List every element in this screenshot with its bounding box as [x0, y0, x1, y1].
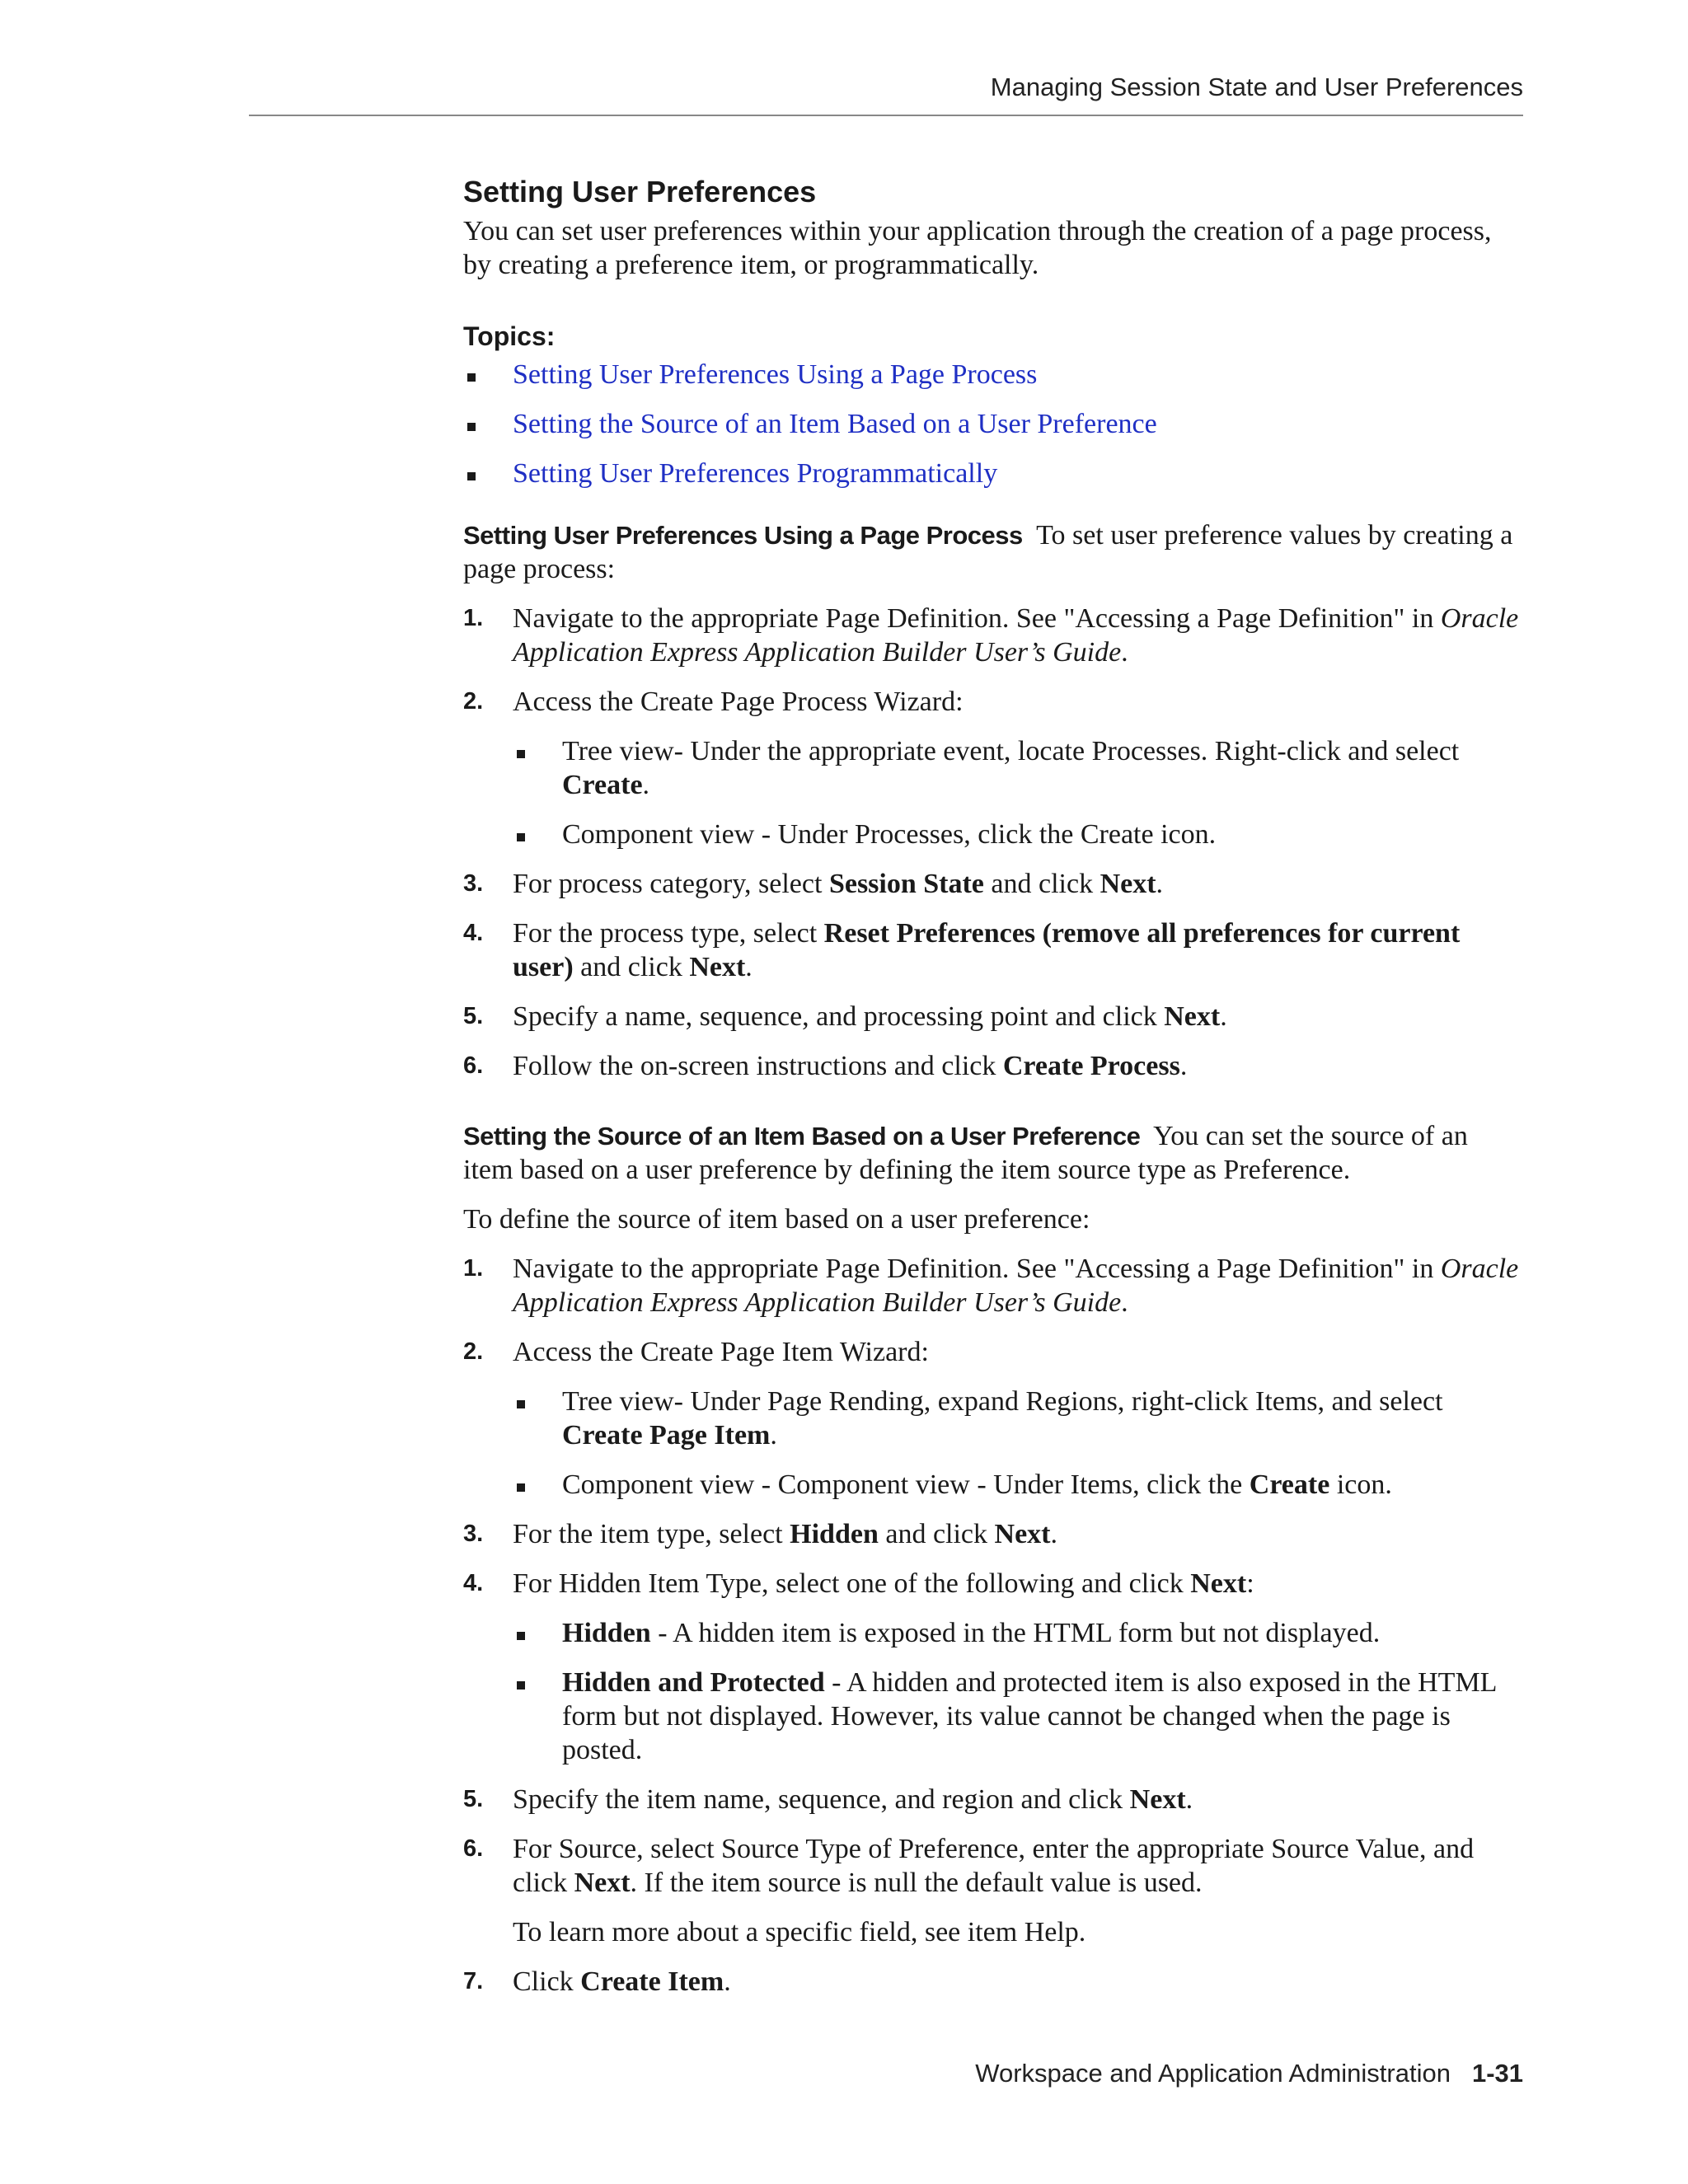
step — [463, 1000, 1523, 1033]
step-number: 5. — [463, 1786, 484, 1812]
step-number: 7. — [463, 1968, 484, 1994]
sub-item — [513, 1468, 1523, 1502]
step-text: For process category, select — [513, 869, 829, 899]
step-text: Access the Create Page Item Wizard: — [513, 1337, 929, 1367]
ui-term: Next — [1129, 1784, 1186, 1815]
ui-term: Create Item — [580, 1966, 724, 1997]
step-text: Specify a name, sequence, and processing point and click — [513, 1001, 1165, 1032]
step-text: Navigate to the appropriate Page Definition. See "Accessing a Page Definition" in — [513, 1254, 1441, 1284]
step — [463, 1517, 1523, 1551]
item-source-intro-text: You can set the source of an item based on a user preference by defining the item source type as Preference. — [463, 1121, 1468, 1185]
step — [463, 1965, 1523, 1999]
sub-list — [513, 1616, 1523, 1767]
page-content — [463, 171, 1523, 1999]
ui-term: Reset Preferences (remove all preferences for current user) — [513, 918, 1461, 982]
topic-item — [463, 358, 1523, 391]
running-header: Managing Session State and User Preferences — [990, 73, 1523, 101]
sub-item — [513, 734, 1523, 802]
step-number: 2. — [463, 688, 484, 715]
step-text: For Hidden Item Type, select one of the following and click — [513, 1568, 1191, 1599]
step — [463, 1335, 1523, 1502]
ui-term: Next — [1100, 869, 1156, 899]
step-text: Click — [513, 1966, 581, 1997]
sub-item — [513, 1385, 1523, 1452]
sub-list — [513, 734, 1523, 851]
step-number: 1. — [463, 605, 484, 631]
item-source-heading: Setting the Source of an Item Based on a User Preference — [463, 1122, 1141, 1151]
step-text: and click — [878, 1519, 995, 1549]
step-number: 4. — [463, 1570, 484, 1596]
sub-item-text: Tree view- Under Page Rending, expand Regions, right-click Items, and select — [562, 1386, 1443, 1417]
step-number: 3. — [463, 1521, 484, 1547]
step — [463, 1049, 1523, 1083]
step-text: and click — [573, 952, 690, 982]
ui-term: Create — [562, 770, 643, 800]
topic-link-item-source[interactable]: Setting the Source of an Item Based on a User Preference — [513, 409, 1157, 439]
step-text: and click — [983, 869, 1100, 899]
step — [463, 867, 1523, 901]
page-process-intro-text: To set user preference values by creating a page process: — [463, 520, 1513, 584]
topic-link-programmatically[interactable]: Setting User Preferences Programmatically — [513, 458, 998, 489]
section-title: Setting User Preferences — [463, 175, 817, 209]
ui-term: Next — [574, 1868, 631, 1898]
ui-term: Next — [1190, 1568, 1247, 1599]
step-text-end: . — [1179, 1051, 1188, 1081]
step-text-end: . — [1185, 1784, 1193, 1815]
item-source-lead: To define the source of item based on a user preference: — [463, 1204, 1090, 1235]
step-text: For Source, select Source Type of Preference, enter the appropriate Source Value, and click — [513, 1834, 1475, 1898]
sub-item — [513, 1616, 1523, 1650]
step-text-end: . — [1220, 1001, 1227, 1032]
ui-term: Next — [689, 952, 746, 982]
step-text-end: . — [1121, 637, 1128, 668]
header-rule — [249, 115, 1523, 116]
step-text: For the item type, select — [513, 1519, 790, 1549]
book-reference: Oracle Application Express Application Builder User’s Guide — [513, 603, 1519, 668]
book-reference: Oracle Application Express Application Builder User’s Guide — [513, 1254, 1519, 1318]
sub-item-text: Component view - Under Processes, click the Create icon. — [562, 819, 1217, 850]
topic-item — [463, 407, 1523, 441]
sub-item-text-end: icon. — [1329, 1469, 1392, 1500]
step-number: 4. — [463, 920, 484, 946]
step-text: Specify the item name, sequence, and region and click — [513, 1784, 1130, 1815]
sub-item-text-end: . — [770, 1420, 777, 1451]
step-text: For the process type, select — [513, 918, 824, 949]
topic-item — [463, 457, 1523, 490]
step-text-end: . — [745, 952, 753, 982]
step — [463, 685, 1523, 851]
step-number: 6. — [463, 1835, 484, 1862]
running-footer — [0, 2059, 1523, 2088]
topic-link-page-process[interactable]: Setting User Preferences Using a Page Process — [513, 359, 1038, 390]
sub-item-text: - A hidden item is exposed in the HTML form but not displayed. — [650, 1618, 1381, 1648]
item-source-steps — [463, 1252, 1523, 1999]
sub-item-text-end: . — [642, 770, 650, 800]
step-text: Access the Create Page Process Wizard: — [513, 687, 964, 717]
sub-item — [513, 818, 1523, 851]
ui-term: Hidden — [562, 1618, 651, 1648]
page-process-steps — [463, 602, 1523, 1083]
ui-term: Session State — [828, 869, 984, 899]
topics-label: Topics: — [463, 321, 556, 351]
sub-item-text: - A hidden and protected item is also exposed in the HTML form but not displayed. However, its value cannot be changed when the page is posted. — [562, 1667, 1497, 1765]
sub-list — [513, 1385, 1523, 1502]
step — [463, 1567, 1523, 1767]
step — [463, 602, 1523, 669]
sub-item — [513, 1666, 1523, 1767]
ui-term: Hidden — [790, 1519, 879, 1549]
step-text-end: . — [724, 1966, 731, 1997]
ui-term: Create Page Item — [562, 1420, 771, 1451]
ui-term: Create — [1249, 1469, 1330, 1500]
step-text-end: . If the item source is null the default value is used. — [630, 1868, 1203, 1898]
step-number: 3. — [463, 870, 484, 897]
step-text: Follow the on-screen instructions and click — [513, 1051, 1003, 1081]
topics-list — [463, 358, 1523, 490]
ui-term: Create Process — [1002, 1051, 1180, 1081]
ui-term: Next — [1164, 1001, 1221, 1032]
step — [463, 1832, 1523, 1949]
item-source-intro — [463, 1119, 1523, 1187]
step-text-end: . — [1156, 869, 1164, 899]
step — [463, 916, 1523, 984]
step-note: To learn more about a specific field, see item Help. — [513, 1917, 1086, 1947]
footer-book-title: Workspace and Application Administration — [975, 2059, 1451, 2088]
step — [463, 1783, 1523, 1816]
step-number: 2. — [463, 1338, 484, 1365]
step-text-end: . — [1050, 1519, 1057, 1549]
ui-term: Next — [994, 1519, 1051, 1549]
step-number: 6. — [463, 1052, 484, 1079]
sub-item-text: Component view - Component view - Under Items, click the — [562, 1469, 1250, 1500]
step — [463, 1252, 1523, 1319]
sub-item-text: Tree view- Under the appropriate event, locate Processes. Right-click and select — [562, 736, 1460, 766]
ui-term: Hidden and Protected — [562, 1667, 825, 1698]
step-text-end: : — [1246, 1568, 1254, 1599]
page-process-intro — [463, 518, 1523, 586]
page-number: 1-31 — [1471, 2059, 1523, 2088]
step-number: 5. — [463, 1003, 484, 1029]
section-intro: You can set user preferences within your application through the creation of a page process, by creating a preference item, or programmatically. — [463, 216, 1492, 280]
step-text-end: . — [1121, 1287, 1128, 1318]
page-process-heading: Setting User Preferences Using a Page Process — [463, 521, 1023, 550]
step-number: 1. — [463, 1255, 484, 1282]
step-text: Navigate to the appropriate Page Definition. See "Accessing a Page Definition" in — [513, 603, 1441, 634]
